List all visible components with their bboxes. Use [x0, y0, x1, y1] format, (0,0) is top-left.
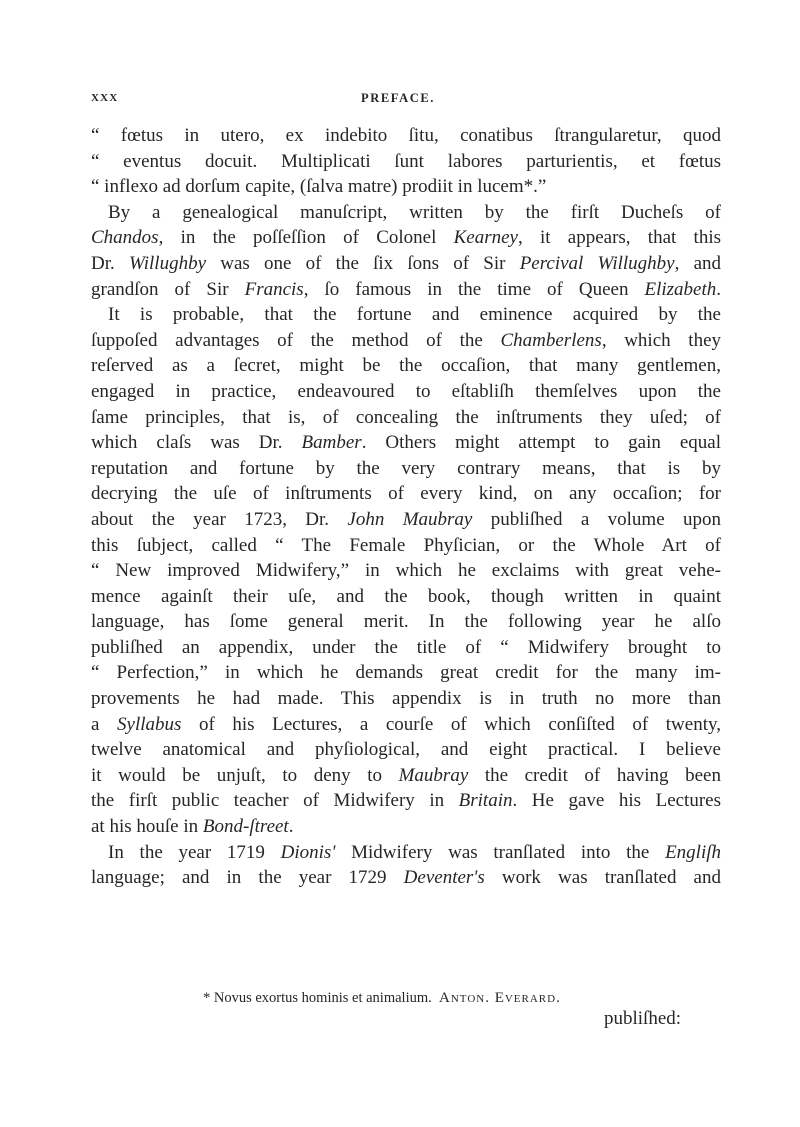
- text-line-16: about the year 1723, Dr. John Maubray publiſhed a volume upon: [91, 508, 721, 530]
- text-line-10: reſerved as a ſecret, might be the occaſion, that many gentlemen,: [91, 355, 721, 377]
- text-line-17: this ſubject, called “ The Female Phyſician, or the Whole Art of: [91, 534, 721, 556]
- text-line-8: It is probable, that the fortune and eminence acquired by the: [108, 304, 721, 326]
- text-line-4: By a genealogical manuſcript, written by the firſt Ducheſs of: [108, 201, 721, 223]
- footnote-text: * Novus exortus hominis et animalium.: [203, 990, 432, 1006]
- footnote-attribution: Anton. Everard.: [439, 990, 561, 1006]
- text-line-28: at his houſe in Bond-ſtreet.: [91, 816, 294, 838]
- footnote: [91, 990, 721, 1007]
- text-line-20: language, has ſome general merit. In the following year he alſo: [91, 611, 721, 633]
- text-line-14: reputation and fortune by the very contrary means, that is by: [91, 457, 721, 479]
- text-line-5: Chandos, in the poſſeſſion of Colonel Kearney, it appears, that this: [91, 227, 721, 249]
- text-line-7: grandſon of Sir Francis, ſo famous in the time of Queen Elizabeth.: [91, 278, 721, 300]
- text-line-25: twelve anatomical and phyſiological, and eight practical. I believe: [91, 739, 721, 761]
- text-line-23: provements he had made. This appendix is in truth no more than: [91, 688, 721, 710]
- text-line-11: engaged in practice, endeavoured to eſtabliſh themſelves upon the: [91, 380, 721, 402]
- text-line-19: mence againſt their uſe, and the book, though written in quaint: [91, 585, 721, 607]
- body-text: [91, 123, 721, 891]
- text-line-29: In the year 1719 Dionis' Midwifery was tranſlated into the Engliſh: [108, 841, 722, 863]
- page-number: XXX: [91, 92, 119, 104]
- running-head: [91, 86, 711, 110]
- text-line-9: ſuppoſed advantages of the method of the Chamberlens, which they: [91, 329, 721, 351]
- footnote-line: [91, 990, 721, 1007]
- text-line-22: “ Perfection,” in which he demands great credit for the many im-: [91, 662, 721, 684]
- text-line-12: ſame principles, that is, of concealing the inſtruments they uſed; of: [91, 406, 721, 428]
- running-title: PREFACE.: [361, 91, 436, 105]
- text-line-24: a Syllabus of his Lectures, a courſe of which conſiſted of twenty,: [91, 713, 722, 735]
- text-line-26: it would be unjuſt, to deny to Maubray the credit of having been: [91, 764, 721, 786]
- text-line-3: “ inflexo ad dorſum capite, (ſalva matre) prodiit in lucem*.”: [91, 176, 547, 198]
- text-line-21: publiſhed an appendix, under the title of “ Midwifery brought to: [91, 636, 721, 658]
- text-line-27: the firſt public teacher of Midwifery in Britain. He gave his Lectures: [91, 790, 721, 812]
- catchword: publiſhed:: [604, 1008, 682, 1029]
- text-line-18: “ New improved Midwifery,” in which he exclaims with great vehe-: [91, 560, 721, 582]
- text-line-13: which claſs was Dr. Bamber. Others might attempt to gain equal: [91, 432, 721, 454]
- text-line-6: Dr. Willughby was one of the ſix ſons of Sir Percival Willughby, and: [91, 252, 722, 274]
- text-line-1: “ fœtus in utero, ex indebito ſitu, conatibus ſtrangularetur, quod: [91, 125, 721, 146]
- text-line-30: language; and in the year 1729 Deventer's work was tranſlated and: [91, 867, 721, 889]
- text-line-15: decrying the uſe of inſtruments of every kind, on any occaſion; for: [91, 483, 721, 505]
- text-line-2: “ eventus docuit. Multiplicati ſunt labores parturientis, et fœtus: [91, 150, 721, 172]
